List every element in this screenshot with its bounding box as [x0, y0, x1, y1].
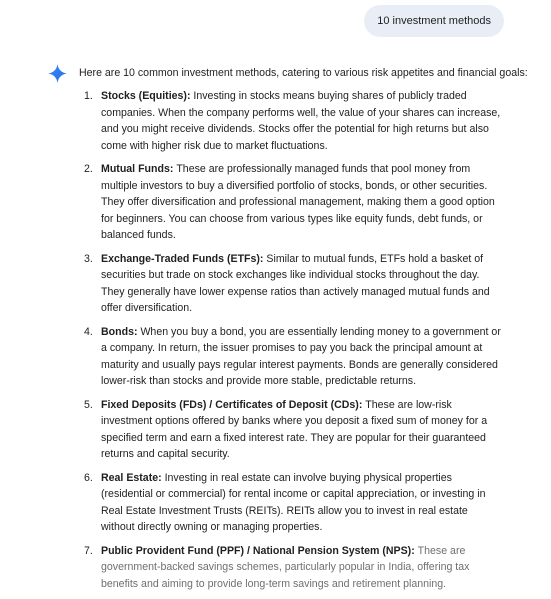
list-item-title: Exchange-Traded Funds (ETFs): [101, 252, 267, 265]
list-item-text: These are low-risk investment options offered by banks where you deposit a fixed sum of money for a specified term and earn a fixed interest rate. They are popular for their guaranteed returns and capital security. [101, 398, 488, 460]
list-item-number: 5. [84, 398, 93, 411]
response-intro: Here are 10 common investment methods, catering to various risk appetites and financial goals: [79, 67, 528, 79]
list-item-text: Investing in real estate can involve buying physical properties (residential or commercial) for rental income or capital appreciation, or investing in Real Estate Investment Trusts (REITs). REITs allow you to invest in real estate without directly owning or managing properties. [101, 471, 486, 533]
list-item-title: Mutual Funds: [101, 163, 177, 175]
list-item [0, 88, 504, 154]
list-item-text: When you buy a bond, you are essentially lending money to a government or a company. In return, the issuer promises to pay you back the principal amount at maturity and usually pays regular interest payments. Bonds are generally considered lower-risk than stocks and provide more stable, predictable returns. [101, 325, 501, 387]
list-item-title: Fixed Deposits (FDs) / Certificates of Deposit (CDs): [101, 398, 366, 411]
gemini-sparkle-icon [48, 64, 67, 83]
list-item-text: These are government-backed savings schemes, particularly popular in India, offering tax benefits and aiming to provide long-term savings and retirement planning. [101, 544, 470, 590]
list-item [0, 543, 504, 593]
user-message-bubble [364, 5, 504, 37]
list-item-number: 4. [84, 325, 93, 338]
list-item-text: These are professionally managed funds that pool money from multiple investors to buy a diversified portfolio of stocks, bonds, or other securities. They offer diversification and professional management, making them a good option for beginners. You can choose from various types like equity funds, debt funds, or balanced funds. [101, 163, 495, 241]
list-item-number: 7. [84, 544, 93, 557]
list-item-number: 1. [84, 90, 93, 102]
list-item-text: Investing in stocks means buying shares of publicly traded companies. When the company performs well, the value of your shares can increase, and you might receive dividends. Stocks offer the potential for high returns but also come with higher risk due to market fluctuations. [101, 90, 501, 152]
list-item-title: Real Estate: [101, 471, 165, 484]
list-item-number: 2. [84, 163, 93, 175]
list-item-title: Stocks (Equities): [101, 90, 194, 102]
list-item-title: Bonds: [101, 325, 141, 338]
investment-methods-list [0, 88, 551, 599]
list-item [0, 470, 504, 536]
list-item-text: Similar to mutual funds, ETFs hold a basket of securities but trade on stock exchanges like individual stocks throughout the day. They generally have lower expense ratios than actively managed mutual funds and offer diversification. [101, 252, 490, 314]
user-message-text: 10 investment methods [377, 15, 491, 27]
list-item [0, 251, 504, 317]
list-item-number: 6. [84, 471, 93, 484]
list-item [0, 324, 504, 390]
list-item-title: Public Provident Fund (PPF) / National Pension System (NPS): [101, 544, 418, 557]
list-item-number: 3. [84, 252, 93, 265]
list-item [0, 161, 504, 244]
list-item [0, 397, 504, 463]
